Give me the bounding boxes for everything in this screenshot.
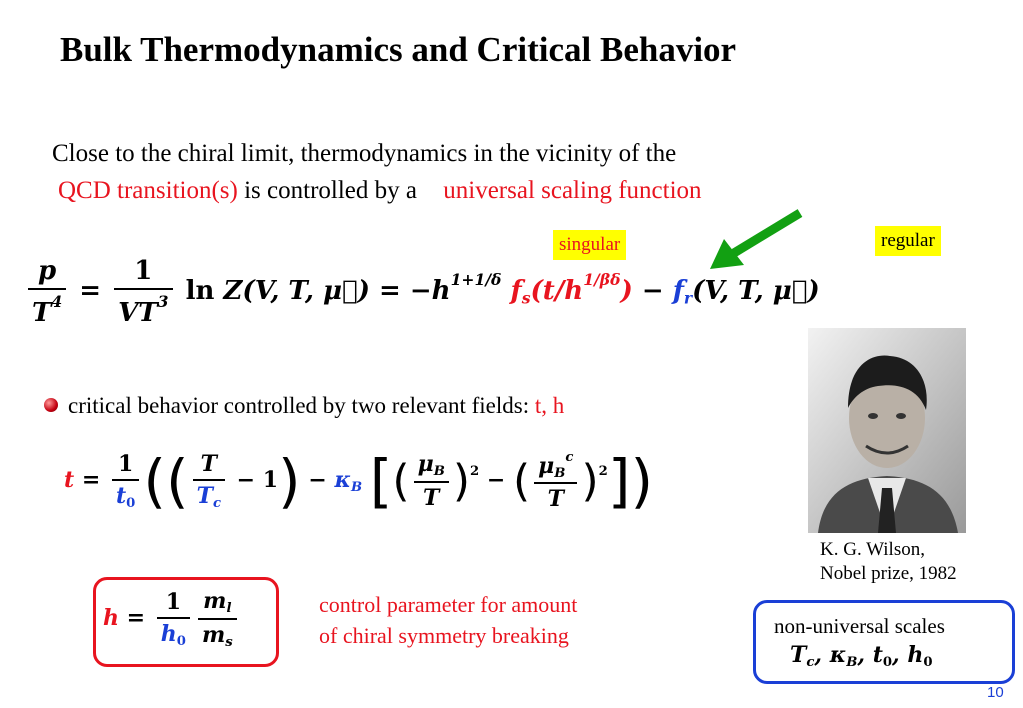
photo-caption [820, 538, 957, 586]
bullet-fields: t, h [534, 393, 565, 418]
intro-mid-text: is controlled by a [237, 177, 424, 204]
t-field-equation: t = $\frac{1}{t_0}$ (( $\frac{T}{T_c}$ − $1) - \kappa_B$ [( $\frac{\mu_B}{T}$ )$^2$ − ( $\frac{\mu_B^c}{T}$ )$^2$]) [64, 447, 654, 515]
pressure-equation: $\frac{p}{T^4}$ = $\frac{1}{VT^3}$ ln Z(V, T, μ⃗) = $-h^{1+1/\delta}$ $f_s(t/h^{1/\beta\delta}) - f_r(V$, T, μ⃗) [24, 256, 820, 328]
control-line-1: control parameter for amount [319, 592, 578, 617]
page-number: 10 [987, 684, 1004, 701]
slide-title: Bulk Thermodynamics and Critical Behavior [60, 30, 737, 69]
qcd-transition-text: QCD transition(s) [58, 177, 238, 204]
bullet-item [44, 393, 564, 419]
regular-label: regular [875, 226, 941, 256]
non-universal-label: non-universal scales [774, 614, 945, 638]
h-field-equation: h = $\frac{1}{h_0}$ $\frac{m_l}{m_s}$ [103, 588, 241, 650]
non-universal-scales: $T_c$, $\kappa_B$, $t_0$, $h_0$ [790, 642, 933, 670]
bullet-icon [44, 398, 58, 412]
caption-line-2: Nobel prize, 1982 [820, 563, 957, 584]
bullet-text: critical behavior controlled by two relevant fields: [68, 393, 535, 418]
caption-line-1: K. G. Wilson, [820, 539, 925, 560]
intro-line-1: Close to the chiral limit, thermodynamics in the vicinity of the [52, 140, 677, 167]
control-parameter-text [319, 589, 577, 651]
portrait-image [808, 328, 966, 533]
control-line-2: of chiral symmetry breaking [319, 623, 569, 648]
intro-line-2 [58, 177, 702, 205]
singular-label: singular [553, 230, 626, 260]
wilson-photo [808, 328, 966, 533]
universal-scaling-function-text: universal scaling function [443, 177, 702, 204]
